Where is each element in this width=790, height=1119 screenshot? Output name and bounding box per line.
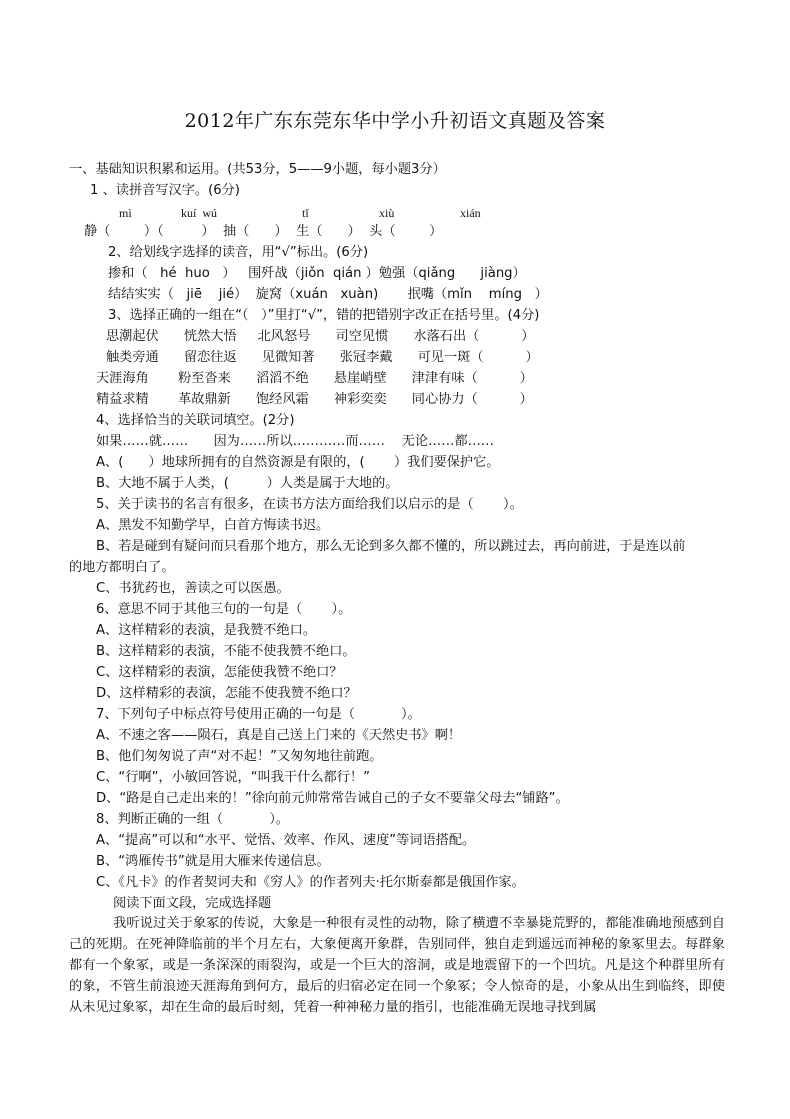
q5-b-line-2: 的地方都明白了。 [69, 560, 175, 575]
reading-prompt: 阅读下面文段，完成选择题 [113, 896, 272, 911]
q1-pinyin-1: mì [119, 206, 132, 220]
q5-b-line-1: B、若是碰到有疑问而只看那个地方，那么无论到多久都不懂的，所以跳过去，再向前进，于是连以前 [96, 539, 686, 554]
q4-b: B、大地不属于人类，( ）人类是属于大地的。 [96, 476, 399, 491]
q7-a: A、不速之客——陨石，真是自己送上门来的《天然史书》啊！ [96, 728, 462, 743]
question-6-prompt: 6、意思不同于其他三句的一句是（ ）。 [96, 602, 352, 617]
q5-c: C、书犹药也，善读之可以医愚。 [96, 581, 290, 596]
q1-pinyin-4: xiù [379, 206, 395, 220]
question-8-prompt: 8、判断正确的一组（ ）。 [96, 812, 289, 827]
q7-c: C、“行啊”，小敏回答说，“叫我干什么都行！” [96, 770, 370, 785]
reading-passage [69, 913, 725, 1018]
section-heading: 一、基础知识积累和运用。(共53分，5——9小题，每小题3分） [69, 162, 446, 177]
q3-row-3: 天涯海角 粉至沓来 滔滔不绝 悬崖峭壁 津津有味（ ） [96, 371, 533, 386]
q3-row-4: 精益求精 革故鼎新 饱经风霜 神彩奕奕 同心协力（ ） [96, 392, 533, 407]
question-1-prompt: 1 、读拼音写汉字。(6分) [90, 183, 240, 198]
q4-options: 如果……就…… 因为……所以…………而…… 无论……都…… [96, 434, 494, 449]
q1-pinyin-2: kuí wú [181, 206, 217, 220]
q1-pinyin-3: tǐ [302, 206, 309, 220]
question-7-prompt: 7、下列句子中标点符号使用正确的一句是（ ）。 [96, 707, 421, 722]
q8-b: B、“鸿雁传书”就是用大雁来传递信息。 [96, 854, 330, 869]
q7-b: B、他们匆匆说了声“对不起！”又匆匆地往前跑。 [96, 749, 383, 764]
question-2-prompt: 2、给划线字选择的读音，用“√”标出。(6分) [108, 245, 369, 260]
q4-a: A、( ）地球所拥有的自然资源是有限的，( ）我们要保护它。 [96, 455, 500, 470]
question-4-prompt: 4、选择恰当的关联词填空。(2分) [96, 413, 295, 428]
q7-d: D、“路是自己走出来的！”徐向前元帅常常告诫自己的子女不要靠父母去“铺路”。 [96, 791, 569, 806]
q6-b: B、这样精彩的表演，不能不使我赞不绝口。 [96, 644, 356, 659]
question-3-prompt: 3、选择正确的一组在“（ ）”里打“√”，错的把错别字改正在括号里。(4分) [108, 308, 540, 323]
q6-c: C、这样精彩的表演，怎能使我赞不绝口？ [96, 665, 343, 680]
q8-c: C、《凡卡》的作者契诃夫和《穷人》的作者列夫·托尔斯泰都是俄国作家。 [96, 875, 525, 890]
page-title: 2012年广东东莞东华中学小升初语文真题及答案 [184, 110, 606, 132]
q3-row-2: 触类旁通 留恋往返 见微知著 张冠李戴 可见一斑（ ） [106, 350, 539, 365]
q6-d: D、这样精彩的表演，怎能不使我赞不绝口？ [96, 686, 357, 701]
q2-row-1: 掺和（ hé huo ） 围歼战（jiǒn qián ）勉强（qiǎng jiàng） [108, 266, 526, 281]
question-5-prompt: 5、关于读书的名言有很多，在读书方法方面给我们以启示的是（ ）。 [96, 497, 523, 512]
reading-passage-text: 我听说过关于象冢的传说，大象是一种很有灵性的动物，除了横遭不幸暴毙荒野的，都能准确地预感到自己的死期。在死神降临前的半个月左右，大象便离开象群，告别同伴，独自走到遥远而神秘的象冢里去。每群象都有一个象冢，或是一条深深的雨裂沟，或是一个巨大的溶洞，或是地震留下的一个凹坑。凡是这个种群里所有的象，不管生前浪迹天涯海角到何方，最后的归宿必定在同一个象冢；令人惊奇的是，小象从出生到临终，即使从未见过象冢，却在生命的最后时刻，凭着一种神秘力量的指引，也能准确无误地寻找到属 [69, 916, 725, 1015]
q1-characters: 静（ ）（ ） 抽（ ） 生（ ） 头（ ） [84, 224, 443, 239]
q1-pinyin-5: xián [460, 206, 481, 220]
q6-a: A、这样精彩的表演，是我赞不绝口。 [96, 623, 317, 638]
q5-a: A、黑发不知勤学早，白首方悔读书迟。 [96, 518, 330, 533]
q8-a: A、“提高”可以和“水平、觉悟、效率、作风、速度”等词语搭配。 [96, 833, 476, 848]
q3-row-1: 思潮起伏 恍然大悟 北风怒号 司空见惯 水落石出（ ） [106, 329, 535, 344]
q2-row-2: 结结实实（ jiē jié） 旋窝（xuán xuàn) 抿嘴（mǐn míng ） [108, 287, 548, 302]
